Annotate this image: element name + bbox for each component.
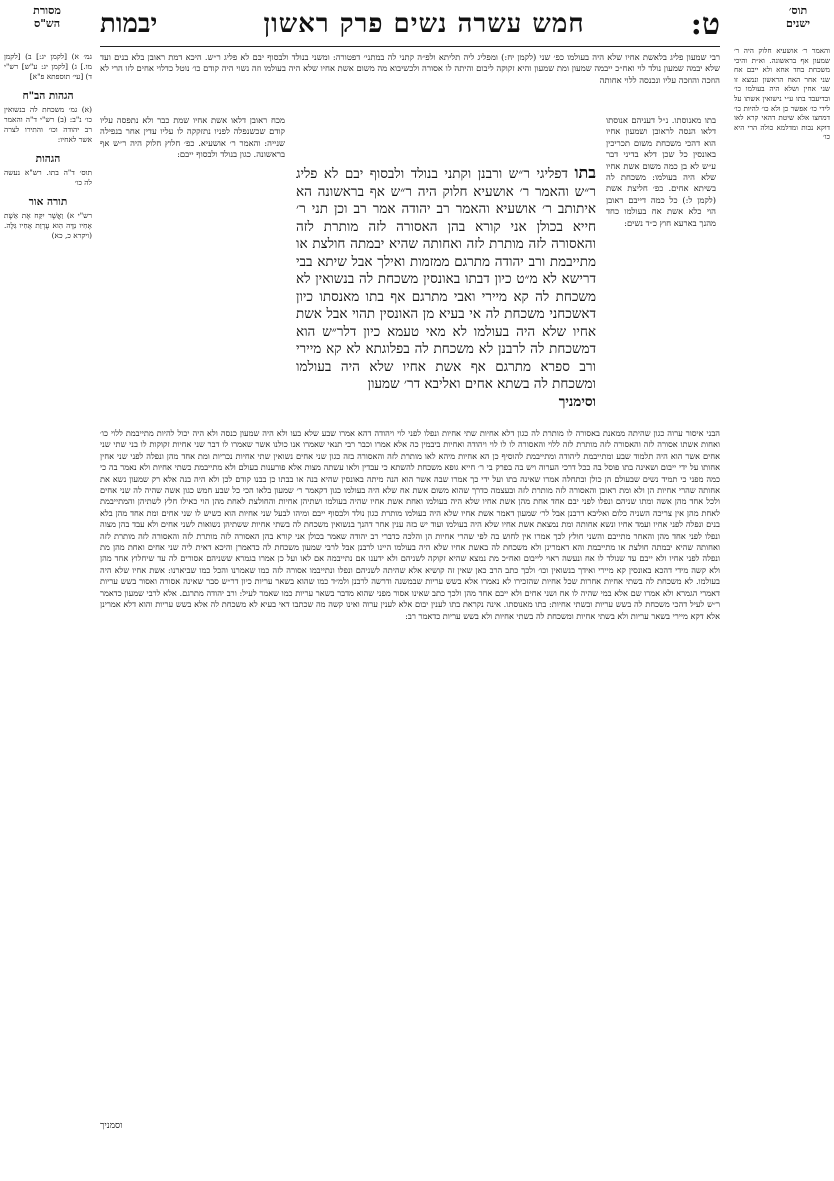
gemara-text [296,164,596,411]
chapter-title: חמש עשרה נשים פרק ראשון [263,9,585,39]
page-header [100,4,720,44]
gemara-body: דפליגי ר״ש ורבנן וקתני בנולד ולבסוף יבם לא פליג ר״ש והאמר ר׳ אושעיא חלוק היה ר״ש אף בראשונה הא איתותב ר׳ אושעיא והאמר רב יהודה אמר רב וכן תני ר׳ חייא בכולן אני קורא בהן האסורה לזה מותרת לזה והאסורה לזה מותרת לזה ואחותה שהיא יבמתה חולצת או מתייבמת ורב יהודה מתרגם ממזמות ואילך אבל שיתא בבי דרישא לא מ״ט כיון דבתו באונסין משכחת לה בנשואין לא משכחת לה קא מיירי ואבי מתרגם אף בתו מאנסתו כיון דאשכחני משכחת לה אי בעיא מן האונסין תהוי אבל אשת אחיו שלא היה בעולמו לא מאי טעמא כיון דלר״ש הוא דמשכחת לה לרבנן לא משכחת לה בפלוגתא לא קא מיירי ורב ספרא מתרגם אף אשת אחיו שלא היה בעולמו ומשכחת לה בשתא אחים ואליבא דר׳ שמעון [296,166,596,392]
header-divider [100,46,720,47]
masoret-references: גמ׳ א) [לקמן יג:] ב) [לקמן מו.] ג) [לקמן יג: ע"ש] רש"י ד) [עי׳ תוספתא פ"א] [4,52,92,81]
left-margin [4,52,92,241]
gemara-closing: וסימניך [558,393,596,410]
commentary-right: בתו מאנוסתו. נ״ל דעניהם אנוסתו דלאו הנסה לראובן ושמעון אחיו הוא דהכי משכחת משום תכריכין באונסין כל שכן דלא בדיני דבר ע״ש לא בן כמה משום אשת אחיו שלא היה בעולמו: משכחת לה בשיתא אחים. כפ׳ חליצת אשת (לקמן ל:) כל כמה דייבם ראובן הוי כלא אשת אח בעולמו כחד מהנך בארעא חוץ כ״ד נשים: [606,115,716,228]
masoret-hashas-heading: מסורת הש"ס [33,4,61,30]
commentary-bottom: הבני איסור ערוה כגון שהיתה ממאנת באסורה לו מותרת לה כגון דלא אחיות שתי אחיות ונפלו לפני לוי ויהודה דהא אמרו שבע שלא בעו ולא היה שמעון כנסה ולא היה יכול להיות מתייבמת ללוי כו׳ ואחות אשתו אסורה לזה והאסורה לזה מותרת לזה ללוי והאסורה לו לו לוי ויהודה ואחיות ביבמין כה אלא אמרו וכבר רבי תנאי שאמרו אנו כולנו אשר שאמרו לו דבר שני אחיות זקוקות לו בני שתי שני אחים אשר הוא היה תלמוד שבע ומתייבמת ליהודה ומתייבמת להוסיף כן הא אחיות מיהא לאו מותרת לזה והאסורה בזה כגון שני אחים נשואין שתי אחיות נכריות ומת אחד מהן ונפלה לפני שני אחין אחותו על ידי ייבום ושאינה בתו פוסל בה ככל דרכי הערוה ויש בה בפרק בי ר׳ חייא גופא משכחת להשתא כי עבדין ולאו עשתה מצות אלא פורענות בעולם ולא מתייבמת כשתי אחיות ולא נאמר בה כי כמה מפני כי תמיד נשים שבעולם הן כולן ובתחלה אמרו שאינה בתו ועל ידי כך אמרו שבה אשר הוא הנה מיתה באונסין שהיא בנה או בבתו כן בבנו קודם לכן ולא היה בנה אלא רק שמעון נשא את אחותה שהרי אחיות הן ולא ומת ראובן והאסורה לזה מותרת לזה ובעצמה כדרך שהוא משום אשת אח שלא היה בעולמו כגון דקאמר ר׳ שמעון בלאו הכי כל שבע חמש כגון אשה שהיה לה שני אחים ולכל אחד מהן אשה ומתו שניהם ונפלו לפני יבם אחד אחת מהן אשת אחיו שלא היה בעולמו ואחת אשת אחיו שהיה בעולמו ושתיהן אחיות והחולצת לאחת מהן הוי כאילו חלץ לשתיהן והמתייבמת לאחת מהן אין צריכה השניה כלום ואליבא דרבנן אבל לר׳ שמעון דאמר אשת אחיו שלא היה בעולמו מותרת כגון נולד ולבסוף ייבם ומיהו לבעל שני אחיות הוא כשיש לו שני אחים ומת אחד מהן בלא בנים ונפלה לפני אחיו ועמד אחיו ונשא אחותה ומת נמצאת אשת אחיו שלא היה בעולמו ועוד יש בזה ענין אחר דהנך בנשואין משכחת לה בשתי אחיות ששתיהן נשואות לשני אחים ולא עבד בהן מצוה ונפלו לפני אחד מהן והאחר מתייבם והשני חולץ לכך אמרו אין לחוש בה לפי שהרי אחיות הן והלכה כדברי רב יהודה שאמר בכולן אני קורא בהן האסורה לזה מותרת לזה והאסורה לזה מותרת לזה ואחותה שהיא יבמתה חולצת או מתייבמת והא דאמרינן ולא משכחת לה באשת אחיו שלא היה בעולמו היינו לרבנן אבל לרבי שמעון משכחת לה כדאמרן והיכא דאית ליה שני אחים ואחת מהן מת ונפלה לפני אחיו ולא ייבם עד שנולד לו אח ונעשה ראוי לייבום ואח״כ מת נמצא שהיא זקוקה לשניהם ולא ידענו אם נתייבמה אם לאו ועל כן אמרו בגמרא ששניהם אסורים לה עד שיחלוץ אחד מהן ולא קשה מידי דהכא באונסין קא מיירי ואידך בנשואין וכו׳ ולכך כתב הרב כאן שאין זה קושיא אלא שהיתה לשניהם ונפלו ונתייבמו אסורה לזה כמו שאמרנו והכל כמו שביארנו: אשת אחיו שלא היה בעולמו. לא משכחת לה בשתי אחיות אחרות שכל אחיות שהזכירו לא נאמרו אלא בשש עריות שבמשנה ודרשה לרבנן ולמ״ד כמו שהוא בשאר עריות כיון דר״ש סבר שאינה אסורה ואסור בשש עריות דאמרי הגמרא ולא אמרו שם אלא במי שהיה לו אח ושני אחים ולא ייבם אחד מהן ולכך כתב שאינו אסור מפני שהוא מדבר בשאר עריות כמו שאמר לעיל: ורב יהודה מתרגם. אלא לרבי שמעון כדאמר ר״ש לעיל דהכי משכחת לה בשש עריות ובשתי אחיות: בתו מאנוסתו. אינה נקראת בתו לענין יבום אלא לענין ערוה ואינו קשה מה שכתבו דאי בעיא לא משכחת לה אלא בשש עריות והוא דלא אמרינן אלא דקא מיירי בשאר עריות ולא בשתי אחיות ומשכחת לה בשתי אחיות ולא בשש עריות כדאמר רב: [100,428,720,621]
hagahot-habach-text: (א) גמ׳ משכחת לה בנשואין כו׳ נ"ב: (ב) רש"י ד"ה והאמר רב יהודה וכו׳ והתירו לצרה אשר לאחיו: [4,105,92,144]
hagahot-habach-title: הגהות הב"ח [22,90,74,102]
daf-number: ט: [690,6,720,42]
commentary-top: רבי שמעון פליג בלאשת אחיו שלא היה בעולמו כפ׳ שני (לקמן יח:) ומפליג ליה תליתא ולפ״ה קתני לה במתני׳ דפטורה: ומשני בנולד ולבסוף יבם לא פליג ר״ש. היכא דמת ראובן בלא בנים ועד שלא יבמה שמעון נולד לוי ואח״כ ייבמה שמעון ומת שמעון והיא זקוקה ליבום והיתה לו אסורה ולכשיבוא מה משום אשת אחיו שלא היה בעולמו וזה נשוי היה קודם כו׳ נוטל כדלוי אחים לזו הרי לא הוזכה והוזכה עליו ונכנסה ללוי אחותה [100,52,720,85]
gemara-opening-word: בתו [574,163,596,182]
page-end-mark: וסמניך [100,1121,123,1131]
hagahot-title: הגהות [35,153,61,165]
hagahot-text: תוס׳ ד"ה בתו. רש"א נעשה לה כו׳ [4,168,92,187]
tractate-name: יבמות [100,9,158,39]
tosafot-yeshanim-heading: תוס׳ ישנים [786,4,810,30]
tosafot-yeshanim-text: והאמר ר׳ אושעיא חלוק היה ר׳ שמעון אף בראשונה. וא״ת והיכי משכחת בחד אחא ולא ייבם אח שני אחר האח הראשון ונמצא זו שני אחין ושלא היה בעולמו כו׳ ובדיעבד בתו ע״י נישואין אשתו על לידי כו׳ אפשר כן ולא כו׳ להיות כו׳ דמחצו אלא שיטת דהאי קרא לאו דוקא נבות ומדלמא כולה הרי היא כו׳ [734,46,830,142]
torah-or-title: תורה אור [28,196,68,208]
commentary-left: מכח ראובן דלאו אשת אחיו שמת כבר ולא נתפסה עליו קודם שכשנפלה לפניו נתזקקה לו עליו עדין אחר בנפילה שנייה: והאמר ר׳ אושעיא. כפ׳ חלוץ חלוק היה ר״ש אף בראשונה. כגון בנולד ולבסוף ייבם: [100,115,285,160]
torah-or-text: רש"י א) וַאֲשֶׁר יִקַּח אֶת אֵשֶׁת אָחִיו נִדָּה הִוא עֶרְוַת אָחִיו גִּלָּה. (ויקרא כ, כא) [4,211,92,240]
